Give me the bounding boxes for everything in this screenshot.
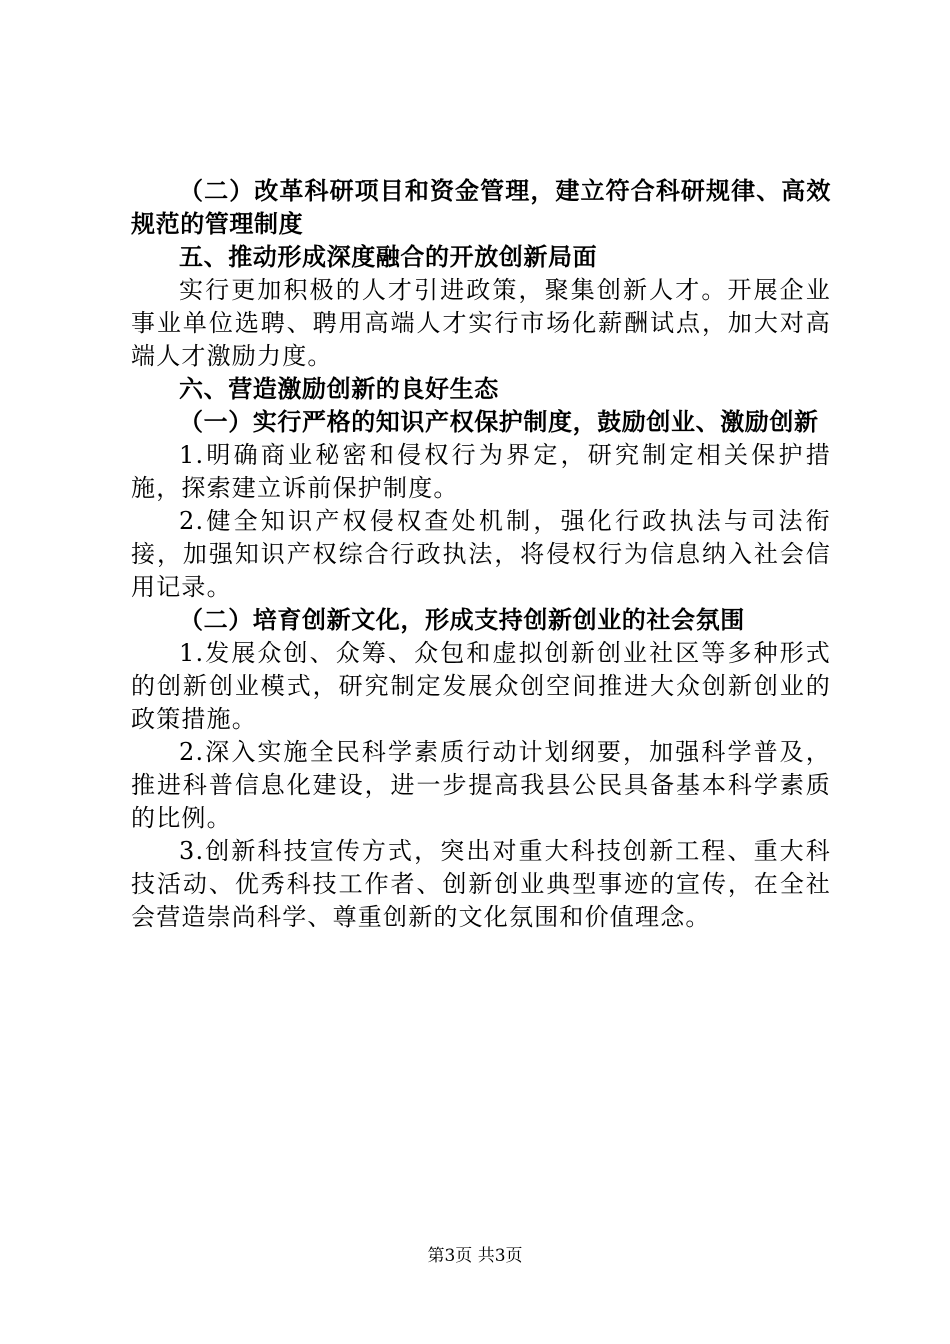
- body-paragraph: 1.发展众创、众筹、众包和虚拟创新创业社区等多种形式的创新创业模式，研究制定发展众创空间推进大众创新创业的政策措施。: [131, 639, 831, 733]
- section-heading: （二）改革科研项目和资金管理，建立符合科研规律、高效规范的管理制度: [131, 177, 831, 238]
- section-heading: 五、推动形成深度融合的开放创新局面: [179, 243, 598, 271]
- body-paragraph: 2.深入实施全民科学素质行动计划纲要，加强科学普及，推进科普信息化建设，进一步提高我县公民具备基本科学素质的比例。: [131, 738, 831, 832]
- document-body: [131, 175, 831, 934]
- body-paragraph: 2.健全知识产权侵权查处机制，强化行政执法与司法衔接，加强知识产权综合行政执法，将侵权行为信息纳入社会信用记录。: [131, 507, 831, 601]
- section-heading: （一）实行严格的知识产权保护制度，鼓励创业、激励创新: [179, 408, 819, 436]
- body-paragraph: 实行更加积极的人才引进政策，聚集创新人才。开展企业事业单位选聘、聘用高端人才实行市场化薪酬试点，加大对高端人才激励力度。: [131, 276, 831, 370]
- page-number-footer: 第3页 共3页: [427, 1246, 523, 1266]
- section-heading: 六、营造激励创新的良好生态: [179, 375, 499, 403]
- body-paragraph: 3.创新科技宣传方式，突出对重大科技创新工程、重大科技活动、优秀科技工作者、创新创业典型事迹的宣传，在全社会营造崇尚科学、尊重创新的文化氛围和价值理念。: [131, 837, 831, 931]
- body-paragraph: 1.明确商业秘密和侵权行为界定，研究制定相关保护措施，探索建立诉前保护制度。: [131, 441, 831, 502]
- section-heading: （二）培育创新文化，形成支持创新创业的社会氛围: [179, 606, 745, 634]
